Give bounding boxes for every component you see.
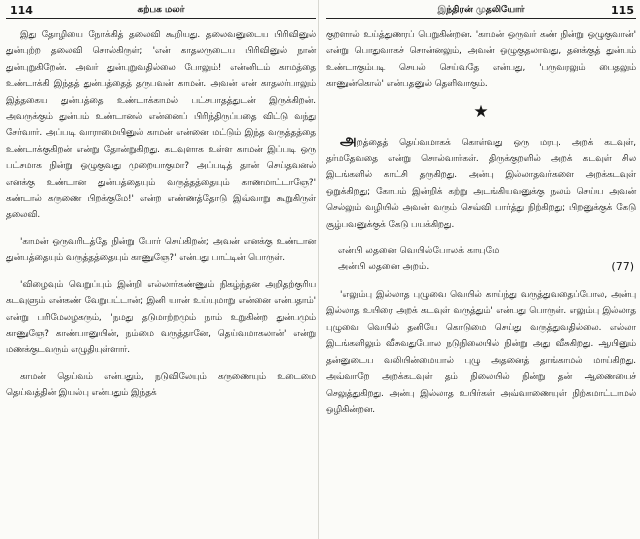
running-title: இந்திரன் முதலியோர் bbox=[437, 5, 525, 15]
left-page bbox=[6, 0, 316, 539]
page-number: 115 bbox=[611, 4, 634, 17]
kural-verse bbox=[338, 243, 636, 275]
section-separator-star-icon: ★ bbox=[473, 101, 489, 122]
body-paragraph: 'காமன் ஒருவரிடத்தே நின்று போர் செய்கிறன்; அவன் எனக்கு உண்டான துன்பத்தையும் வருத்தத்தையும் காணுஞே?' என்பது பாட்டின் பொருள். bbox=[6, 236, 316, 264]
left-page-header bbox=[6, 4, 316, 19]
verse-line: அன்பி லதனை அறம். bbox=[338, 261, 430, 273]
verse-number: (77) bbox=[611, 260, 634, 274]
page-gutter bbox=[318, 0, 319, 539]
body-paragraph: 'விழைவும் வெறுப்பும் இன்றி எல்லார்கண்ணும் நிகழ்ந்தன அறிதற்குரிய கடவுளும் என்கண் வேறுபட்டான்; இனி யான் உய்யுமாறு என்னை என்பதாம்' என்று பரிமேலழகரும், 'நமது தடுமாற்றமும் நாம் உறுகின்ற துன்பமும் காணுஞே? காண்பானுயின், நம்மை வருத்தானே, தெய்வமாகலான்' என்று மணக்குடவரும் எழுதியுள்ளார். bbox=[6, 279, 316, 356]
right-page bbox=[326, 0, 636, 539]
drop-cap: அ bbox=[340, 130, 357, 149]
paragraph-text: றத்தைத் தெய்வமாகக் கொள்வது ஒரு மரபு. அறக் கடவுள், தர்மதேவதை என்று சொல்வார்கள். திருக்குறளில் அறக் கடவுள் சில இடங்களில் காட்சி தருகிறது. அன்பு இல்லாதவர்களை அறக்கடவுள் ஒறுக்கிறது; கோபம் இன்றிக் கற்று அடங்கியவனுக்கு நலம் செய்ய அவன் செல்லும் வழியில் அவன் வரும் செவ்வி பார்த்து நிற்கிறது; பிறனுக்குக் கேடு சூழ்பவனுக்குக் கேடு பயக்கிறது. bbox=[326, 137, 636, 230]
body-paragraph: குறளால் உய்த்துணரப் பெறுகின்றன. 'காமன் ஒருவர் கண் நின்று ஒழுகுவான்' என்று பொதுவாகச் சொன்னலும், அவன் ஒழுகுதலாவது, தனக்குத் துன்பம் உண்டாகும்படி செயல் செய்வதே என்பது, 'பருவரலும் பைதலும் காணுன்கொல்' என்பதனுல் தெளிவாகும். bbox=[326, 30, 636, 90]
body-paragraph: இது தோழியை நோக்கித் தலைவி கூறியது. தலைவனுடைய பிரிவினுல் துன்புற்ற தலைவி சொல்கிருள்; 'என் காதலருடைய பிரிவினுல் நான் துன்புறுகிறேன். அவர் துன்புறுவதில்லை போலும்! என்னிடம் காமத்தை உண்டாக்கி இந்தத் துன்பத்தைத் தருபவன் காமன். அவன் என் காதலர்பாலும் இத்தகைய துன்பத்தை உண்டாக்காமல் பட்சபாதத்துடன் இருக்கிறன். அவருக்கும் துன்பம் உண்டானல் என்னைப் பிரிந்திருப்பதை விட்டு வந்து சேர்வார். அப்படி வாராமையினுல் காமன் என்னை மட்டும் இந்த வருத்தத்தை உண்டாக்குகிறன் என்று தோன்றுகிறது. கடவுளாக உள்ள காமன் இப்படி ஒரு பட்சமாக நின்று ஒழுகுவது முறையாகுமா? அப்படித் தான் செய்தவனல் எனக்கு உண்டான துன்பத்தையும் வருத்தத்தையும் காணமாட்டாஞே?' கண்டால் கருணை பிறக்குமே!' என்ற எண்ணத்தோடு இவ்வாறு கூறுகிருள் தலைவி. bbox=[6, 30, 316, 221]
body-paragraph: 'எலும்பு இல்லாத புழுவை வெயில் காய்ந்து வருத்துவதைப்போல, அன்பு இல்லாத உயிரை அறக் கடவுள் வருத்தும்' என்பது பொருள். எலும்பு இல்லாத புழுவை வெயில் தனியே கொடுமை செய்து வருத்துவதில்லை. எல்லா இடங்களிலும் வீசுவதுபோல நடுநிலையில் நின்று அது வீசுகிறது. ஆயினும் தன்னுடைய வலியின்மையால் புழு அதனைத் தாங்காமல் மாய்கிறது. அவ்வாறே அறக்கடவுள் தம் நிலையில் நின்று தன் ஆணையைச் செலுத்துகிறது. அன்பு இல்லாத உயிர்கள் அவ்வாணையுள் நிற்கமாட்டாமல் ஒழிகின்றன. bbox=[326, 290, 636, 415]
right-page-header bbox=[326, 4, 636, 19]
running-title: கற்பக மலர் bbox=[137, 5, 185, 15]
body-paragraph: காமன் தெய்வம் என்பதும், நடுவிலேயும் கருணையும் உடைமை தெய்வத்தின் இயல்பு என்பதும் இந்தக் bbox=[6, 371, 316, 399]
page-number: 114 bbox=[10, 4, 33, 17]
verse-line: என்பி லதனை வெயில்போலக் காயுமே bbox=[338, 245, 500, 257]
body-paragraph bbox=[326, 130, 636, 233]
